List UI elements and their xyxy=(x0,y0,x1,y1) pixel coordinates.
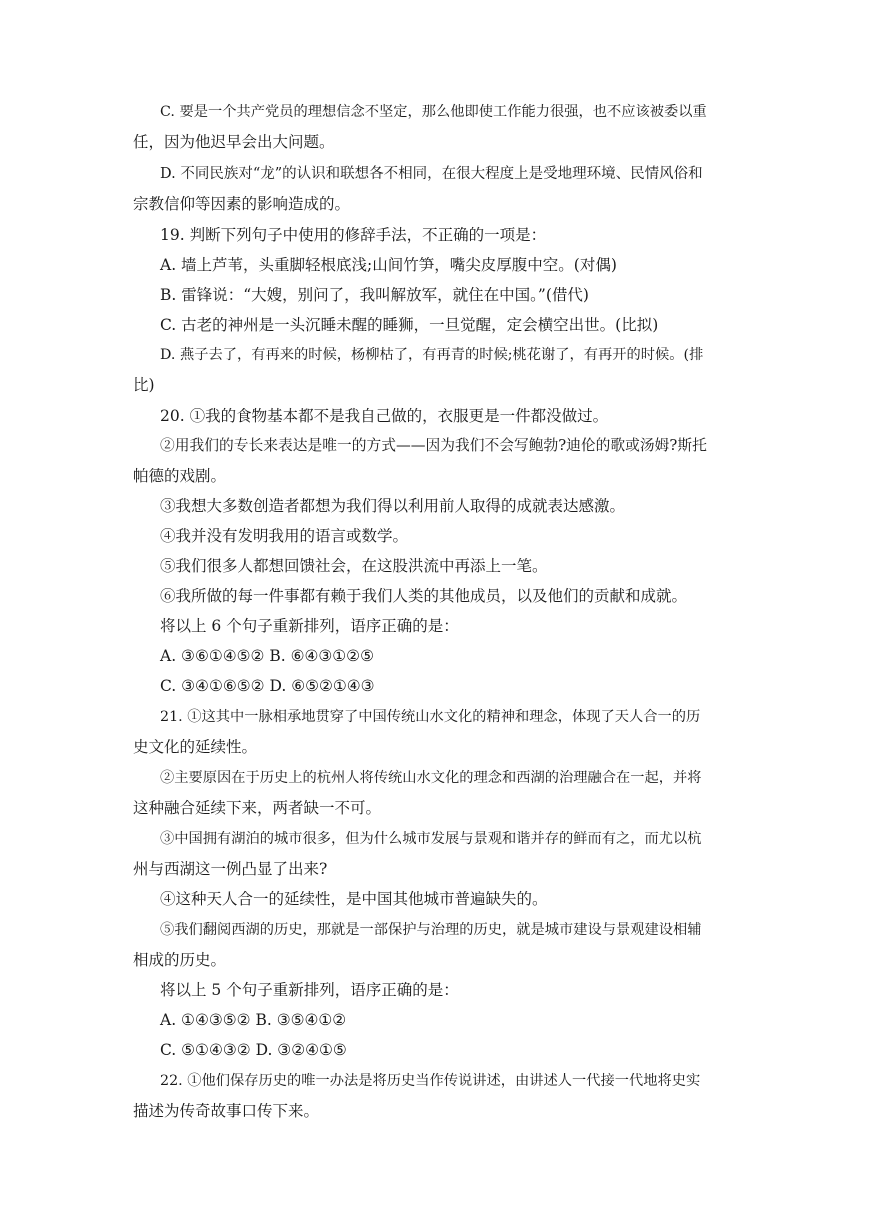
option-c: C. 古老的神州是一头沉睡未醒的睡狮，一旦觉醒，定会横空出世。(比拟) xyxy=(160,316,659,334)
options-ab: A. ③⑥①④⑤② B. ⑥④③①②⑤ xyxy=(160,647,374,665)
sentence-5: ⑤我们翻阅西湖的历史，那就是一部保护与治理的历史，就是城市建设与景观建设相辅 xyxy=(160,922,702,938)
text-line: D. 不同民族对“龙”的认识和联想各不相同，在很大程度上是受地理环境、民情风俗和 xyxy=(160,166,703,182)
text-line: 任，因为他迟早会出大问题。 xyxy=(133,133,335,151)
text-line: 这种融合延续下来，两者缺一不可。 xyxy=(133,799,382,817)
option-d: D. 燕子去了，有再来的时候，杨柳枯了，有再青的时候;桃花谢了，有再开的时候。(排 xyxy=(160,347,704,363)
sentence-2: ②用我们的专长来表达是唯一的方式——因为我们不会写鲍勃?迪伦的歌或汤姆?斯托 xyxy=(160,437,707,454)
question-22-stem: 22. ①他们保存历史的唯一办法是将历史当作传说讲述，由讲述人一代接一代地将史实 xyxy=(160,1073,701,1089)
text-line: 帕德的戏剧。 xyxy=(133,467,227,485)
text-line: 州与西湖这一例凸显了出来? xyxy=(133,860,328,878)
options-cd: C. ③④①⑥⑤② D. ⑥⑤②①④③ xyxy=(160,677,375,695)
sentence-4: ④我并没有发明我用的语言或数学。 xyxy=(160,527,409,545)
text-line: 史文化的延续性。 xyxy=(133,738,258,756)
question-21-stem: 21. ①这其中一脉相承地贯穿了中国传统山水文化的精神和理念，体现了天人合一的历 xyxy=(160,709,701,725)
question-19-stem: 19. 判断下列句子中使用的修辞手法，不正确的一项是： xyxy=(160,226,547,244)
sentence-2: ②主要原因在于历史上的杭州人将传统山水文化的理念和西湖的治理融合在一起，并将 xyxy=(160,770,702,786)
option-b: B. 雷锋说：“大嫂，别问了，我叫解放军，就住在中国。”(借代) xyxy=(160,286,589,304)
sentence-6: ⑥我所做的每一件事都有赖于我们人类的其他成员，以及他们的贡献和成就。 xyxy=(160,587,688,605)
options-ab: A. ①④③⑤② B. ③⑤④①② xyxy=(160,1011,347,1029)
option-a: A. 墙上芦苇，头重脚轻根底浅;山间竹笋，嘴尖皮厚腹中空。(对偶) xyxy=(160,256,617,274)
question-20-stem: 20. ①我的食物基本都不是我自己做的，衣服更是一件都没做过。 xyxy=(160,407,609,425)
text-line: 宗教信仰等因素的影响造成的。 xyxy=(133,195,351,213)
question-prompt: 将以上 5 个句子重新排列，语序正确的是： xyxy=(160,981,459,999)
text-line: 描述为传奇故事口传下来。 xyxy=(133,1102,320,1120)
text-line: C. 要是一个共产党员的理想信念不坚定，那么他即使工作能力很强，也不应该被委以重 xyxy=(160,104,707,120)
sentence-4: ④这种天人合一的延续性，是中国其他城市普遍缺失的。 xyxy=(160,890,548,908)
sentence-3: ③我想大多数创造者都想为我们得以利用前人取得的成就表达感激。 xyxy=(160,497,626,515)
sentence-5: ⑤我们很多人都想回馈社会，在这股洪流中再添上一笔。 xyxy=(160,557,548,575)
text-line: 相成的历史。 xyxy=(133,951,227,969)
options-cd: C. ⑤①④③② D. ③②④①⑤ xyxy=(160,1041,347,1059)
sentence-3: ③中国拥有湖泊的城市很多，但为什么城市发展与景观和谐并存的鲜而有之，而尤以杭 xyxy=(160,831,702,847)
text-line: 比) xyxy=(133,376,155,394)
question-prompt: 将以上 6 个句子重新排列，语序正确的是： xyxy=(160,617,459,635)
